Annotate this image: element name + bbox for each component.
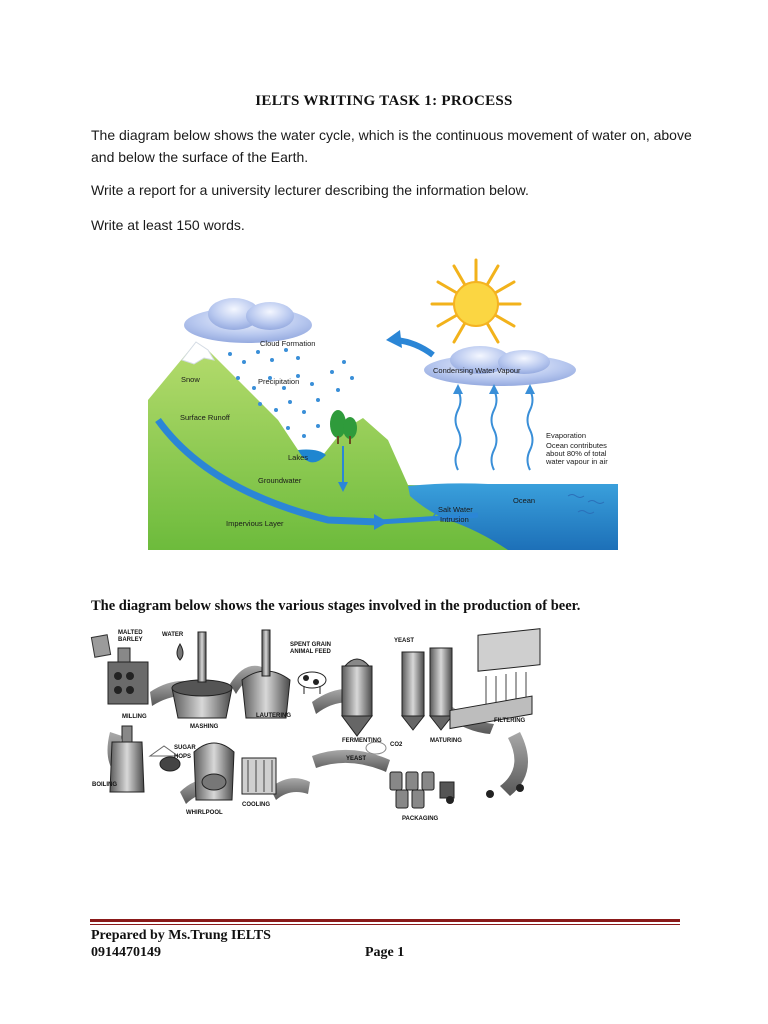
label-lautering: LAUTERING [256, 713, 291, 719]
label-precipitation: Precipitation [258, 377, 300, 386]
cloud-formation-cloud [184, 298, 312, 343]
label-milling: MILLING [122, 714, 147, 720]
cow-icon [298, 672, 326, 694]
footer-rule-thin [90, 924, 680, 925]
cooling-unit [242, 758, 276, 794]
milling-machine [108, 648, 148, 704]
label-boiling: BOILING [92, 782, 117, 788]
water-cycle-diagram [148, 250, 618, 550]
beer-production-diagram [90, 622, 552, 836]
label-snow: Snow [181, 375, 200, 384]
label-spent-grain: SPENT GRAIN [290, 642, 332, 648]
sun-icon [432, 260, 520, 342]
footer-page-number: Page 1 [365, 945, 405, 960]
whirlpool-vessel [194, 743, 234, 800]
label-barley: BARLEY [118, 637, 143, 643]
label-whirlpool: WHIRLPOOL [186, 810, 223, 816]
label-salt-water: Salt Water [438, 505, 473, 514]
label-cloud-formation: Cloud Formation [260, 339, 316, 348]
barrels-icon [390, 772, 434, 808]
label-hops: HOPS [174, 754, 192, 760]
evaporation-arrows [456, 390, 533, 470]
label-maturing: MATURING [430, 738, 462, 744]
label-sugar: SUGAR [174, 745, 196, 751]
label-intrusion: Intrusion [440, 515, 469, 524]
footer-rule [90, 919, 680, 922]
label-filtering: FILTERING [494, 718, 526, 724]
footer-phone: 0914470149 [91, 945, 161, 960]
label-ocean: Ocean [513, 496, 536, 505]
label-cooling: COOLING [242, 802, 270, 808]
barley-sack-icon [91, 635, 110, 657]
label-groundwater: Groundwater [258, 476, 302, 485]
label-co2: CO2 [390, 742, 403, 748]
label-evap-note-2: about 80% of total [546, 449, 607, 458]
water-drop-icon [177, 644, 183, 660]
maturing-tanks [402, 648, 452, 730]
label-packaging: PACKAGING [402, 816, 439, 822]
label-water: WATER [162, 632, 184, 638]
instruction-paragraph: Write a report for a university lecturer describing the information below. [91, 182, 529, 198]
label-condensing: Condensing Water Vapour [433, 366, 521, 375]
label-yeast-top: YEAST [394, 638, 415, 644]
page-title: IELTS WRITING TASK 1: PROCESS [255, 93, 513, 109]
label-surface-runoff: Surface Runoff [180, 413, 230, 422]
label-evap-note-3: water vapour in air [546, 457, 608, 466]
label-evap-note-1: Ocean contributes [546, 441, 607, 450]
beer-heading: The diagram below shows the various stages involved in the production of beer. [91, 598, 581, 614]
label-animal-feed: ANIMAL FEED [290, 649, 331, 655]
label-evaporation: Evaporation [546, 431, 587, 440]
label-mashing: MASHING [190, 724, 219, 730]
word-limit-paragraph: Write at least 150 words. [91, 217, 245, 233]
intro-paragraph: The diagram below shows the water cycle, which is the continuous movement of water on, above and below the surface of the Earth. [91, 127, 692, 165]
label-lakes: Lakes [288, 453, 309, 462]
label-fermenting: FERMENTING [342, 738, 382, 744]
label-malted: MALTED [118, 630, 143, 636]
footer-author: Prepared by Ms.Trung IELTS [91, 928, 271, 943]
label-impervious-layer: Impervious Layer [226, 519, 284, 528]
fermenting-tank [342, 659, 372, 736]
label-yeast-bottom: YEAST [346, 756, 367, 762]
